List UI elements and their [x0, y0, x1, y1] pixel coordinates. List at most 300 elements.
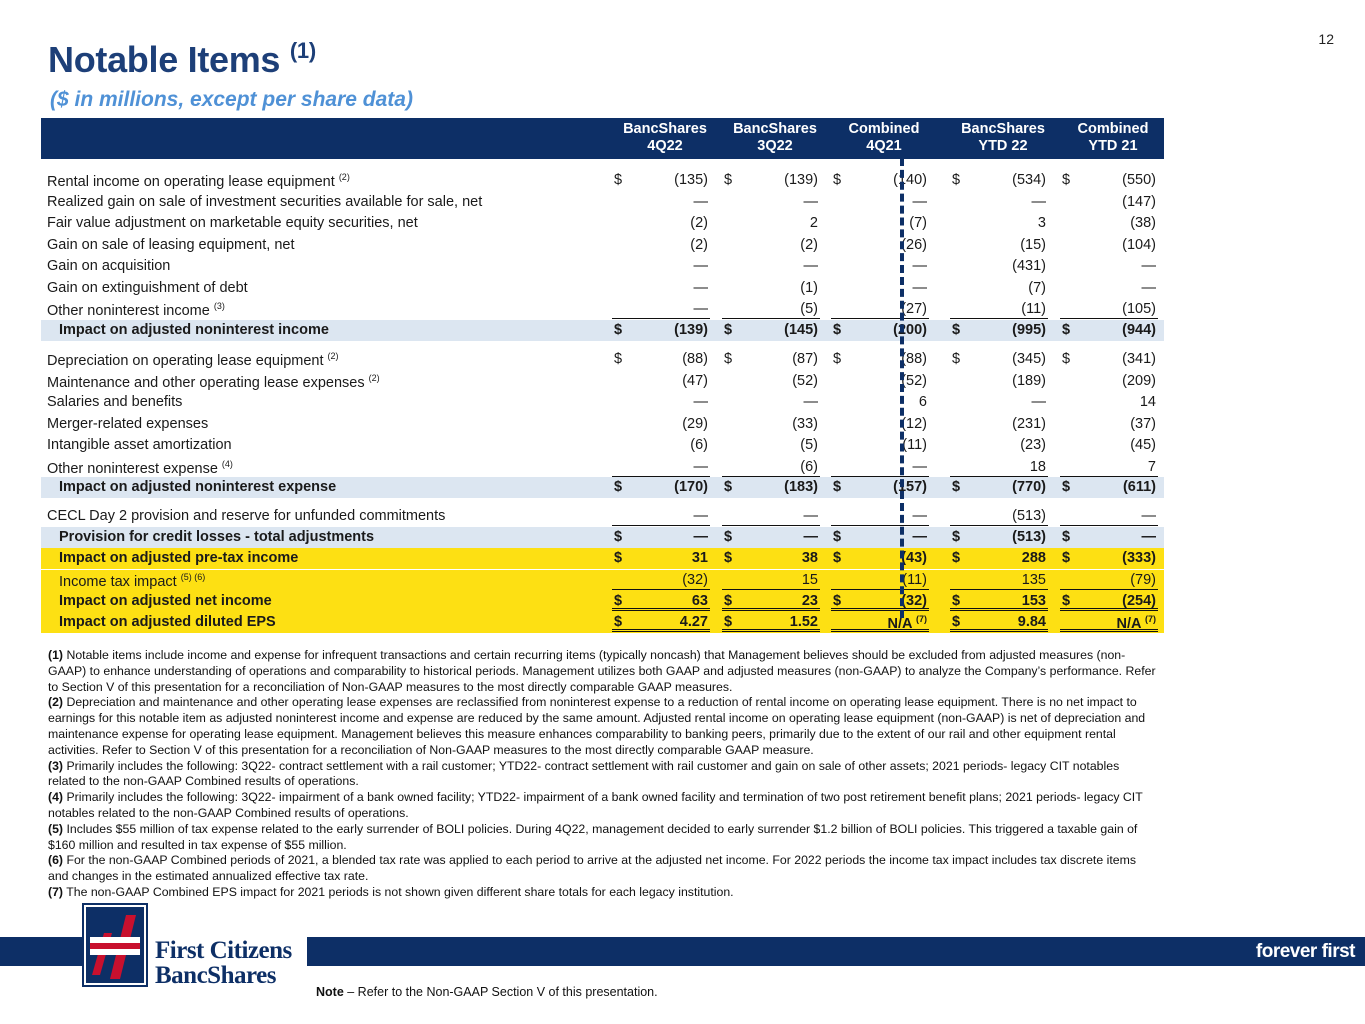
row-label [47, 258, 170, 274]
table-cell [831, 280, 929, 298]
currency-symbol: $ [1062, 322, 1071, 338]
cell-value [1142, 529, 1157, 545]
footer-bar-left [0, 937, 82, 966]
column-header-line2: 3Q22 [757, 138, 793, 154]
footnote-ref: (2) [338, 172, 350, 182]
table-cell [1060, 593, 1158, 611]
cell-value [1122, 351, 1156, 367]
table-cell [950, 416, 1048, 434]
cell-value-text: 9.84 [1017, 614, 1046, 630]
cell-value [692, 593, 708, 609]
currency-symbol: $ [952, 479, 961, 495]
cell-value-text: (32) [682, 571, 708, 588]
cell-value [1012, 258, 1046, 274]
footnote-ref: (4) [221, 458, 233, 469]
cell-value [1142, 258, 1157, 274]
currency-symbol: $ [833, 479, 842, 495]
currency-symbol: $ [833, 351, 842, 367]
table-cell [722, 614, 820, 632]
column-header-line2: YTD 22 [978, 138, 1028, 154]
footnote-ref: (5) (6) [180, 571, 206, 582]
cell-value-text: (2) [800, 236, 818, 253]
row-label [59, 479, 336, 495]
table-cell [950, 508, 1048, 526]
table-cell [1060, 237, 1158, 255]
cell-value-text: N/A [887, 616, 912, 632]
cell-value [792, 416, 818, 432]
table-cell [950, 550, 1048, 568]
currency-symbol: $ [724, 550, 733, 566]
cell-value-text: (254) [1122, 593, 1156, 609]
footnote-ref: (7) [916, 614, 927, 624]
cell-value [674, 322, 708, 338]
table-row [41, 392, 1164, 413]
currency-symbol: $ [1062, 172, 1071, 188]
cell-value [1022, 572, 1046, 588]
row-label [47, 172, 350, 190]
cell-value [1022, 593, 1046, 609]
title-footnote-ref: (1) [289, 38, 316, 63]
cell-value-text: (23) [1020, 437, 1046, 453]
cell-value-text: (231) [1012, 415, 1046, 432]
page-subtitle: ($ in millions, except per share data) [50, 88, 413, 111]
footnote [48, 885, 1158, 901]
cell-value [1142, 280, 1157, 296]
cell-value [1012, 529, 1046, 545]
cell-value-text: (5) [800, 437, 818, 453]
cell-value-text: — [803, 508, 818, 524]
cell-value [1012, 351, 1046, 367]
table-row [41, 192, 1164, 213]
cell-value [1122, 593, 1156, 609]
cell-value-text: — [693, 394, 708, 410]
cell-value-text: 153 [1021, 593, 1046, 609]
currency-symbol: $ [1062, 529, 1071, 545]
table-cell [1060, 459, 1158, 477]
cell-value-text: N/A [1116, 616, 1141, 632]
table-cell [722, 416, 820, 434]
cell-value-text: (513) [1012, 529, 1046, 545]
table-cell [722, 508, 820, 526]
cell-value [682, 416, 708, 432]
cell-value [902, 437, 927, 453]
cell-value-text: (157) [893, 479, 927, 495]
table-cell [1060, 172, 1158, 190]
table-cell [950, 258, 1048, 276]
table-row [41, 371, 1164, 392]
table-cell [612, 351, 710, 369]
cell-value-text: (139) [674, 322, 708, 338]
table-cell [950, 215, 1048, 233]
cell-value-text: 15 [801, 571, 818, 588]
table-cell [722, 479, 820, 497]
cell-value [1122, 172, 1156, 188]
table-cell [950, 280, 1048, 298]
cell-value [1122, 322, 1156, 338]
table-cell [950, 237, 1048, 255]
column-header [834, 121, 934, 155]
cell-value-text: 18 [1029, 458, 1046, 475]
cell-value-text: (88) [901, 351, 927, 367]
footnote [48, 648, 1158, 695]
table-cell [1060, 351, 1158, 369]
currency-symbol: $ [952, 593, 961, 609]
cell-value [784, 172, 818, 188]
column-header [615, 121, 715, 155]
cell-value [913, 529, 928, 545]
cell-value-text: (6) [690, 437, 708, 453]
column-header [725, 121, 825, 155]
table-row [41, 591, 1164, 612]
cell-value [694, 459, 709, 475]
cell-value [1130, 215, 1156, 231]
table-cell [1060, 194, 1158, 212]
cell-value-text: — [803, 258, 818, 274]
cell-value-text: (770) [1012, 479, 1046, 495]
currency-symbol: $ [724, 322, 733, 338]
cell-value [792, 373, 818, 389]
cell-value [690, 237, 708, 253]
currency-symbol: $ [833, 529, 842, 545]
table-cell [722, 550, 820, 568]
row-label [47, 394, 182, 410]
cell-value [913, 280, 928, 296]
footnote-text: For the non-GAAP Combined periods of 2021, a blended tax rate was applied to each period to arrive at the adjusted net income. For 2022 periods the income tax impact includes tax discrete items and changes in the estimated annualized effective tax rate. [48, 853, 1136, 884]
table-cell [950, 373, 1048, 391]
cell-value [694, 394, 709, 410]
table-cell [831, 614, 929, 632]
column-header-line1: BancShares [961, 121, 1045, 137]
cell-value-text: (170) [674, 479, 708, 495]
cell-value [1030, 459, 1046, 475]
cell-value [694, 258, 709, 274]
row-label [59, 572, 205, 590]
table-row [41, 320, 1164, 341]
table-cell [1060, 614, 1158, 632]
table-cell [722, 301, 820, 319]
table-cell [612, 280, 710, 298]
cell-value [800, 237, 818, 253]
row-label-text: Impact on adjusted net income [59, 593, 272, 609]
footer-note [316, 985, 658, 999]
cell-value-text: 38 [801, 550, 818, 566]
column-header-line2: 4Q21 [866, 138, 902, 154]
table-cell [831, 529, 929, 547]
cell-value-text: (2) [690, 215, 708, 231]
currency-symbol: $ [724, 593, 733, 609]
table-cell [612, 614, 710, 632]
cell-value [1122, 373, 1156, 389]
table-cell [831, 351, 929, 369]
currency-symbol: $ [952, 529, 961, 545]
row-label-text: Other noninterest expense [47, 460, 218, 477]
currency-symbol: $ [952, 550, 961, 566]
cell-value-text: (611) [1122, 479, 1156, 495]
currency-symbol: $ [724, 172, 733, 188]
cell-value [893, 172, 927, 188]
column-header-line1: BancShares [733, 121, 817, 137]
footnote [48, 759, 1158, 791]
table-cell [950, 593, 1048, 611]
cell-value-text: (29) [682, 415, 708, 432]
table-cell [612, 459, 710, 477]
table-row [41, 349, 1164, 370]
table-cell [722, 258, 820, 276]
cell-value [810, 215, 818, 231]
currency-symbol: $ [724, 614, 733, 630]
row-label-text: Intangible asset amortization [47, 437, 232, 453]
table-row [41, 170, 1164, 191]
cell-value-text: (1) [800, 279, 818, 296]
cell-value [1130, 572, 1156, 588]
table-cell [722, 322, 820, 340]
row-label-text: Impact on adjusted diluted EPS [59, 614, 276, 630]
cell-value-text: — [912, 508, 927, 524]
cell-value [902, 572, 927, 588]
cell-value-text: — [1141, 529, 1156, 545]
cell-value-text: 288 [1021, 550, 1046, 566]
cell-value [674, 172, 708, 188]
cell-value-text: (11) [902, 437, 927, 453]
currency-symbol: $ [1062, 550, 1071, 566]
cell-value-text: 6 [918, 394, 927, 410]
table-row [41, 527, 1164, 548]
table-cell [831, 237, 929, 255]
company-logo-text [155, 938, 292, 988]
table-cell [831, 215, 929, 233]
currency-symbol: $ [833, 550, 842, 566]
table-cell [831, 322, 929, 340]
table-cell [612, 479, 710, 497]
table-cell [950, 351, 1048, 369]
footnote-text: Includes $55 million of tax expense related to the early surrender of BOLI policies. During 4Q22, management decided to early surrender $1.2 billion of BOLI policies. This triggered a taxable gain of $160 million and resulted in tax expense of $55 million. [48, 821, 1138, 852]
column-header-line1: Combined [848, 121, 920, 137]
table-cell [831, 194, 929, 212]
table-cell [1060, 550, 1158, 568]
table-cell [950, 172, 1048, 190]
table-row [41, 256, 1164, 277]
cell-value-text: — [912, 529, 927, 545]
footnote [48, 822, 1158, 854]
cell-value-text: (104) [1122, 236, 1156, 253]
cell-value-text: (534) [1012, 172, 1046, 188]
cell-value-text: 31 [691, 550, 708, 566]
cell-value [1117, 614, 1156, 632]
cell-value-text: (45) [1130, 437, 1156, 453]
row-label [47, 215, 418, 231]
table-row [41, 570, 1164, 591]
cell-value-text: — [693, 508, 708, 524]
table-cell [612, 301, 710, 319]
column-header-line2: 4Q22 [647, 138, 683, 154]
row-label-text: Impact on adjusted pre-tax income [59, 550, 299, 566]
row-label-text: Salaries and benefits [47, 394, 183, 410]
currency-symbol: $ [724, 479, 733, 495]
cell-value [1122, 237, 1156, 253]
cell-value [888, 614, 927, 632]
cell-value-text: (341) [1122, 351, 1156, 367]
cell-value-text: — [803, 394, 818, 410]
table-cell [612, 529, 710, 547]
row-label [47, 373, 380, 391]
footnote-ref: (7) [1145, 614, 1156, 624]
table-cell [831, 394, 929, 412]
row-label-text: Fair value adjustment on marketable equity securities, net [47, 215, 418, 231]
cell-value [682, 373, 708, 389]
currency-symbol: $ [614, 479, 623, 495]
cell-value-text: (6) [800, 458, 818, 475]
cell-value [901, 593, 927, 609]
cell-value [784, 479, 818, 495]
table-cell [722, 215, 820, 233]
cell-value [694, 194, 709, 210]
row-label [47, 280, 248, 296]
cell-value-text: 23 [801, 593, 818, 609]
cell-value-text: — [1141, 508, 1156, 524]
cell-value-text: (995) [1012, 322, 1046, 338]
currency-symbol: $ [614, 529, 623, 545]
table-cell [950, 459, 1048, 477]
cell-value-text: (15) [1020, 236, 1046, 253]
cell-value-text: — [912, 258, 927, 274]
table-cell [612, 373, 710, 391]
table-cell [722, 194, 820, 212]
cell-value [800, 437, 818, 453]
cell-value-text: (79) [1130, 571, 1156, 588]
cell-value-text: 14 [1139, 394, 1156, 410]
table-cell [831, 572, 929, 590]
cell-value [802, 550, 818, 566]
currency-symbol: $ [1062, 479, 1071, 495]
footer-bar-right [307, 937, 1365, 966]
cell-value [919, 394, 927, 410]
row-label [47, 351, 339, 369]
table-cell [1060, 215, 1158, 233]
cell-value [1020, 237, 1046, 253]
cell-value [1122, 301, 1156, 317]
table-row [41, 414, 1164, 435]
cell-value [1142, 508, 1157, 524]
table-cell [612, 194, 710, 212]
table-cell [950, 437, 1048, 455]
cell-value-text: (11) [1021, 301, 1046, 317]
column-header [953, 121, 1053, 155]
footnote-number: (5) [48, 821, 64, 836]
row-label-text: Provision for credit losses - total adjustments [59, 529, 375, 545]
table-row [41, 612, 1164, 633]
cell-value [1123, 479, 1156, 495]
cell-value-text: (7) [909, 215, 927, 231]
cell-value-text: — [693, 529, 708, 545]
note-text: – Refer to the Non-GAAP Section V of this presentation. [343, 985, 658, 999]
cell-value-text: (345) [1012, 351, 1046, 367]
cell-value [674, 479, 708, 495]
cell-value [1012, 373, 1046, 389]
table-row [41, 548, 1164, 569]
currency-symbol: $ [724, 529, 733, 545]
table-cell [831, 373, 929, 391]
cell-value-text: (5) [800, 301, 818, 317]
table-cell [612, 258, 710, 276]
row-label-text: CECL Day 2 provision and reserve for unfunded commitments [47, 508, 446, 524]
footnote-text: The non-GAAP Combined EPS impact for 2021 periods is not shown given different share totals for each legacy institution. [66, 884, 734, 899]
notable-items-table [41, 118, 1164, 632]
table-cell [612, 394, 710, 412]
cell-value [682, 351, 708, 367]
table-cell [950, 301, 1048, 319]
cell-value-text: (333) [1122, 550, 1156, 566]
cell-value [1038, 215, 1046, 231]
currency-symbol: $ [833, 172, 842, 188]
cell-value-text: (145) [784, 322, 818, 338]
cell-value [1012, 508, 1046, 524]
cell-value [1012, 322, 1046, 338]
cell-value [1130, 437, 1156, 453]
cell-value [804, 394, 819, 410]
cell-value-text: — [803, 193, 818, 210]
row-label-text: Gain on sale of leasing equipment, net [47, 236, 295, 253]
cell-value [1020, 437, 1046, 453]
row-label-text: Gain on extinguishment of debt [47, 279, 248, 296]
table-cell [722, 172, 820, 190]
cell-value [804, 529, 819, 545]
row-label-text: Impact on adjusted noninterest expense [59, 479, 337, 495]
cell-value-text: 3 [1037, 215, 1046, 231]
cell-value-text: (11) [902, 571, 927, 588]
row-label [59, 593, 272, 609]
cell-value-text: (105) [1122, 301, 1156, 317]
column-header-line1: Combined [1077, 121, 1149, 137]
footnote-number: (3) [48, 758, 64, 773]
cell-value-text: — [693, 301, 708, 317]
table-cell [831, 172, 929, 190]
row-label [47, 459, 233, 477]
cell-value [792, 351, 818, 367]
cell-value-text: (27) [901, 301, 927, 317]
cell-value [800, 301, 818, 317]
cell-value-text: (88) [682, 351, 708, 367]
row-label-text: Depreciation on operating lease equipment [47, 353, 324, 369]
cell-value [800, 459, 818, 475]
row-label [47, 437, 232, 453]
table-cell [722, 572, 820, 590]
cell-value [893, 479, 927, 495]
cell-value-text: (87) [792, 351, 818, 367]
table-cell [612, 593, 710, 611]
table-cell [612, 322, 710, 340]
cell-value-text: (189) [1012, 372, 1046, 389]
row-label-text: Rental income on operating lease equipment [47, 174, 335, 190]
table-cell [722, 237, 820, 255]
cell-value-text: 2 [809, 215, 818, 231]
cell-value-text: (43) [901, 550, 927, 566]
cell-value [690, 215, 708, 231]
cell-value [1032, 194, 1047, 210]
footnote-text: Primarily includes the following: 3Q22- contract settlement with a rail customer; YTD22- contract settlement with rail customer and gain on sale of other assets; 2021 periods- legacy CIT notables related to the non-GAAP Combined results of operations. [48, 758, 1120, 789]
table-cell [1060, 373, 1158, 391]
logo-line-1: First Citizens [155, 937, 292, 964]
row-label [47, 301, 225, 319]
cell-value [909, 215, 927, 231]
table-cell [612, 237, 710, 255]
cell-value-text: (513) [1012, 508, 1046, 524]
cell-value [1122, 550, 1156, 566]
footnotes [48, 648, 1158, 901]
cell-value-text: — [912, 279, 927, 296]
table-cell [831, 416, 929, 434]
table-cell [1060, 572, 1158, 590]
footnote-number: (6) [48, 853, 64, 868]
